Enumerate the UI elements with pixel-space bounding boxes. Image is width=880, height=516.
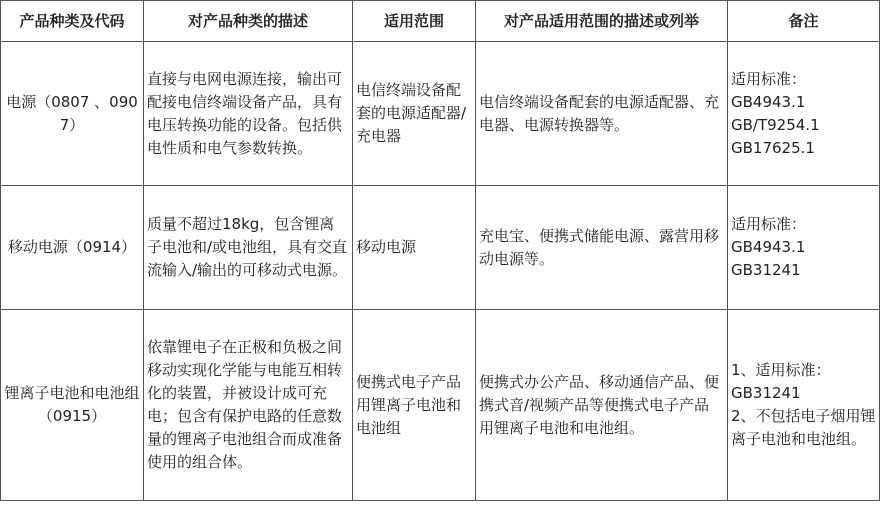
cell-scope: 便携式电子产品用锂离子电池和电池组 xyxy=(353,310,476,501)
header-description: 对产品种类的描述 xyxy=(144,1,353,42)
table-row xyxy=(1,42,880,186)
header-scope-description: 对产品适用范围的描述或列举 xyxy=(476,1,728,42)
cell-scope: 电信终端设备配套的电源适配器/充电器 xyxy=(353,42,476,186)
cell-notes xyxy=(728,186,880,310)
note-line: 适用标准： xyxy=(731,215,807,233)
cell-scope-description: 便携式办公产品、移动通信产品、便携式音/视频产品等便携式电子产品用锂离子电池和电池组。 xyxy=(476,310,728,501)
cell-notes xyxy=(728,310,880,501)
cell-scope-description: 电信终端设备配套的电源适配器、充电器、电源转换器等。 xyxy=(476,42,728,186)
cell-description: 质量不超过18kg，包含锂离子电池和/或电池组，具有交直流输入/输出的可移动式电源。 xyxy=(144,186,353,310)
note-line: 1、适用标准： xyxy=(731,361,831,379)
table-row xyxy=(1,186,880,310)
cell-description: 直接与电网电源连接，输出可配接电信终端设备产品，具有电压转换功能的设备。包括供电性质和电气参数转换。 xyxy=(144,42,353,186)
note-line: GB4943.1 xyxy=(731,92,806,111)
header-category: 产品种类及代码 xyxy=(1,1,144,42)
note-line: 2、不包括电子烟用锂离子电池和电池组。 xyxy=(731,407,876,448)
note-line: GB4943.1 xyxy=(731,238,806,256)
header-notes: 备注 xyxy=(728,1,880,42)
cell-scope: 移动电源 xyxy=(353,186,476,310)
note-line: 适用标准： xyxy=(731,69,807,88)
cell-scope-description: 充电宝、便携式储能电源、露营用移动电源等。 xyxy=(476,186,728,310)
note-line: GB31241 xyxy=(731,261,801,279)
table-header-row xyxy=(1,1,880,42)
cell-category: 电源（0807 、0907） xyxy=(1,42,144,186)
note-line: GB17625.1 xyxy=(731,138,815,157)
cell-category: 移动电源（0914） xyxy=(1,186,144,310)
table-row xyxy=(1,310,880,501)
cell-notes xyxy=(728,42,880,186)
note-line: GB/T9254.1 xyxy=(731,115,820,134)
note-line: GB31241 xyxy=(731,384,801,402)
cell-description: 依靠锂电子在正极和负极之间移动实现化学能与电能互相转化的装置，并被设计成可充电；包含有保护电路的任意数量的锂离子电池组合而成准备使用的组合体。 xyxy=(144,310,353,501)
header-scope: 适用范围 xyxy=(353,1,476,42)
cell-category: 锂离子电池和电池组（0915） xyxy=(1,310,144,501)
